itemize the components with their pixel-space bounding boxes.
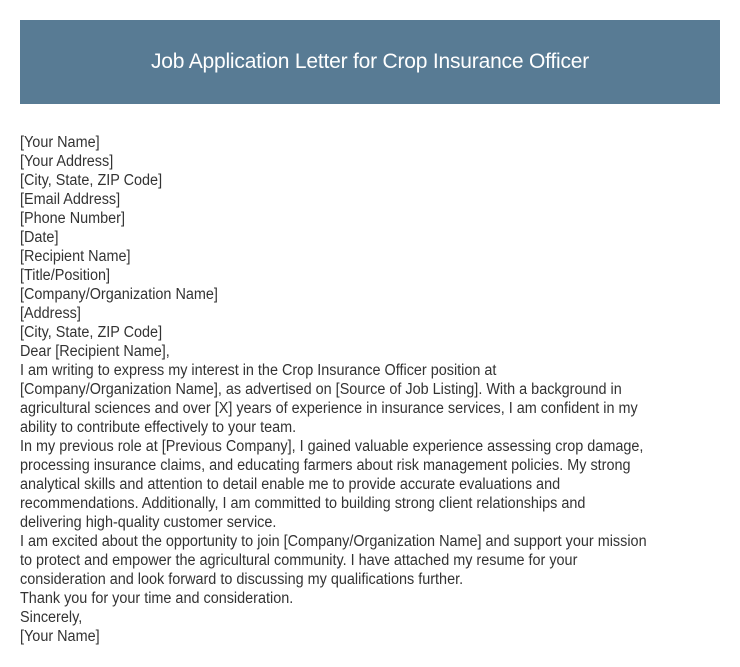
paragraph-line: consideration and look forward to discussing my qualifications further. xyxy=(20,571,464,588)
paragraph-line: ability to contribute effectively to your team. xyxy=(20,419,297,436)
recipient-company: [Company/Organization Name] xyxy=(20,286,218,303)
sender-phone: [Phone Number] xyxy=(20,210,125,227)
paragraph-motivation xyxy=(20,532,740,589)
paragraph-thanks xyxy=(20,589,740,608)
salutation: Dear [Recipient Name], xyxy=(20,343,170,360)
page-title: Job Application Letter for Crop Insurance Officer xyxy=(150,50,590,73)
recipient-title: [Title/Position] xyxy=(20,267,111,284)
paragraph-line: I am writing to express my interest in the Crop Insurance Officer position at xyxy=(20,362,497,379)
closing: Sincerely, xyxy=(20,609,83,626)
paragraph-line: I am excited about the opportunity to join [Company/Organization Name] and support your mission xyxy=(20,533,647,550)
paragraph-line: [Company/Organization Name], as advertised on [Source of Job Listing]. With a background in xyxy=(20,381,622,398)
paragraph-experience xyxy=(20,437,740,532)
paragraph-line: delivering high-quality customer service. xyxy=(20,514,277,531)
recipient-city-state-zip: [City, State, ZIP Code] xyxy=(20,324,163,341)
signature: [Your Name] xyxy=(20,628,100,645)
letter-body xyxy=(20,133,740,646)
recipient-name: [Recipient Name] xyxy=(20,248,131,265)
paragraph-line: recommendations. Additionally, I am committed to building strong client relationships and xyxy=(20,495,586,512)
sender-email: [Email Address] xyxy=(20,191,121,208)
paragraph-line: analytical skills and attention to detail enable me to provide accurate evaluations and xyxy=(20,476,561,493)
paragraph-line: to protect and empower the agricultural community. I have attached my resume for your xyxy=(20,552,578,569)
sender-address: [Your Address] xyxy=(20,153,114,170)
paragraph-line: processing insurance claims, and educating farmers about risk management policies. My strong xyxy=(20,457,631,474)
paragraph-intro xyxy=(20,361,740,437)
paragraph-line: agricultural sciences and over [X] years of experience in insurance services, I am confident in my xyxy=(20,400,638,417)
recipient-address: [Address] xyxy=(20,305,81,322)
paragraph-line: In my previous role at [Previous Company], I gained valuable experience assessing crop damage, xyxy=(20,438,644,455)
paragraph-line: Thank you for your time and consideration. xyxy=(20,590,294,607)
letter-title-banner xyxy=(20,20,720,104)
letter-date: [Date] xyxy=(20,229,59,246)
sender-name: [Your Name] xyxy=(20,134,100,151)
sender-block xyxy=(20,133,740,247)
sender-city-state-zip: [City, State, ZIP Code] xyxy=(20,172,163,189)
recipient-block xyxy=(20,247,740,342)
